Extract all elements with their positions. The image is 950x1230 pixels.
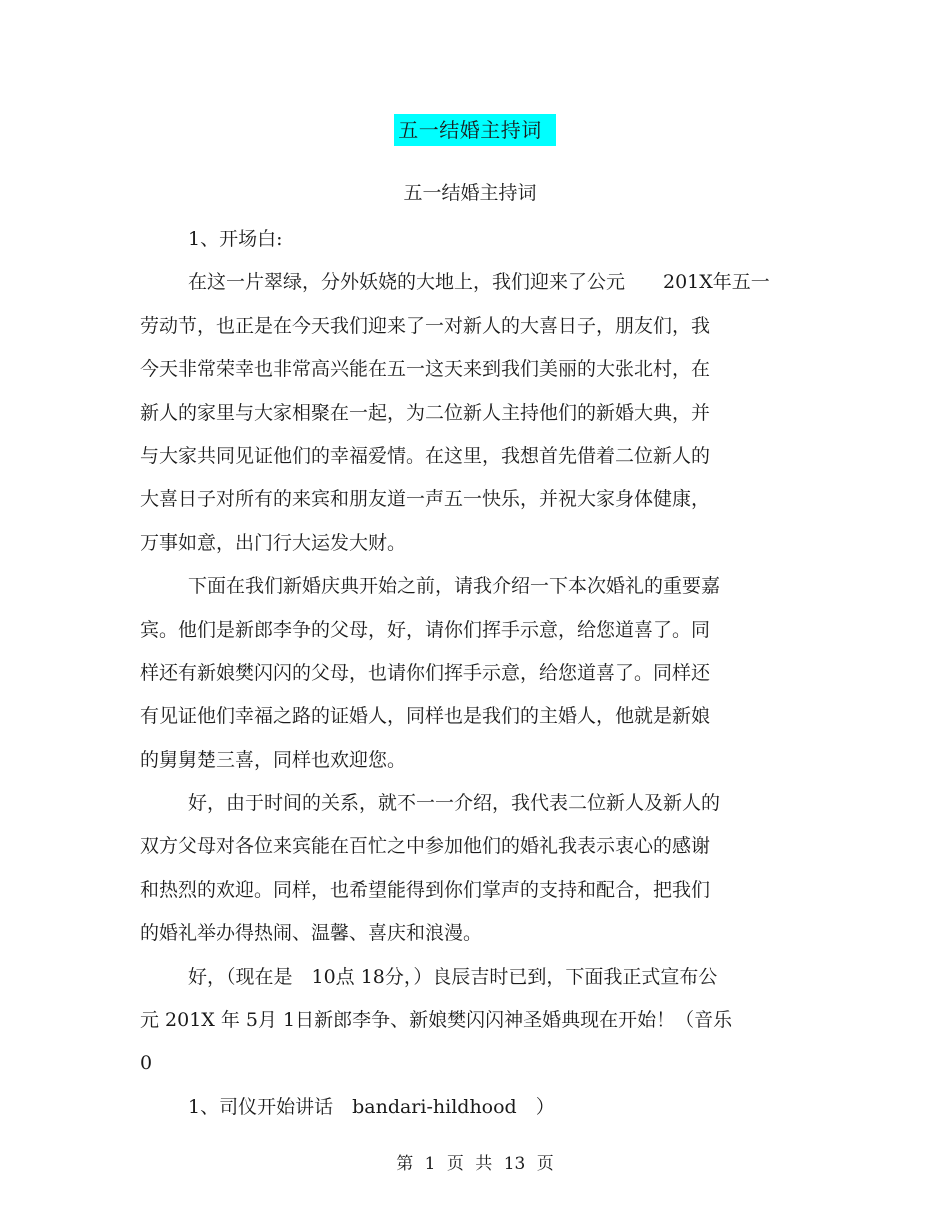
document-body	[140, 218, 808, 1129]
page-footer: 第 1 页 共 13 页	[396, 1154, 554, 1174]
body-line: 好，由于时间的关系，就不一一介绍，我代表二位新人及新人的	[188, 792, 721, 815]
body-line: 样还有新娘樊闪闪的父母，也请你们挥手示意，给您道喜了。同样还	[140, 661, 711, 684]
body-line: 好，（现在是 10点 18分，）良辰吉时已到，下面我正式宣布公	[188, 965, 718, 988]
body-line: 在这一片翠绿，分外妖娆的大地上，我们迎来了公元 201X年五一	[188, 271, 770, 294]
body-line: 劳动节，也正是在今天我们迎来了一对新人的大喜日子，朋友们，我	[140, 314, 711, 337]
body-line: 万事如意，出门行大运发大财。	[140, 531, 407, 554]
title-container	[0, 114, 950, 146]
body-line: 有见证他们幸福之路的证婚人，同样也是我们的主婚人，他就是新娘	[140, 705, 711, 728]
body-line: 今天非常荣幸也非常高兴能在五一这天来到我们美丽的大张北村，在	[140, 358, 711, 381]
body-line: 和热烈的欢迎。同样，也希望能得到你们掌声的支持和配合，把我们	[140, 878, 711, 901]
body-line: 下面在我们新婚庆典开始之前，请我介绍一下本次婚礼的重要嘉	[188, 575, 721, 598]
body-line: 双方父母对各位来宾能在百忙之中参加他们的婚礼我表示衷心的感谢	[140, 835, 711, 858]
body-line: 元 201X 年 5月 1日新郎李争、新娘樊闪闪神圣婚典现在开始！（音乐	[140, 1009, 733, 1032]
document-subtitle: 五一结婚主持词	[403, 182, 537, 204]
body-line: 1、开场白:	[188, 228, 283, 250]
body-line: 1、司仪开始讲话 bandari-hildhood ）	[188, 1095, 555, 1118]
body-line: 0	[140, 1052, 153, 1075]
body-line: 大喜日子对所有的来宾和朋友道一声五一快乐，并祝大家身体健康，	[140, 488, 711, 511]
body-line: 的婚礼举办得热闹、温馨、喜庆和浪漫。	[140, 922, 483, 945]
body-line: 与大家共同见证他们的幸福爱情。在这里，我想首先借着二位新人的	[140, 444, 711, 467]
body-line: 的舅舅楚三喜，同样也欢迎您。	[140, 748, 407, 771]
document-title: 五一结婚主持词	[394, 114, 556, 146]
body-line: 宾。他们是新郎李争的父母，好，请你们挥手示意，给您道喜了。同	[140, 618, 711, 641]
body-line: 新人的家里与大家相聚在一起，为二位新人主持他们的新婚大典，并	[140, 401, 711, 424]
